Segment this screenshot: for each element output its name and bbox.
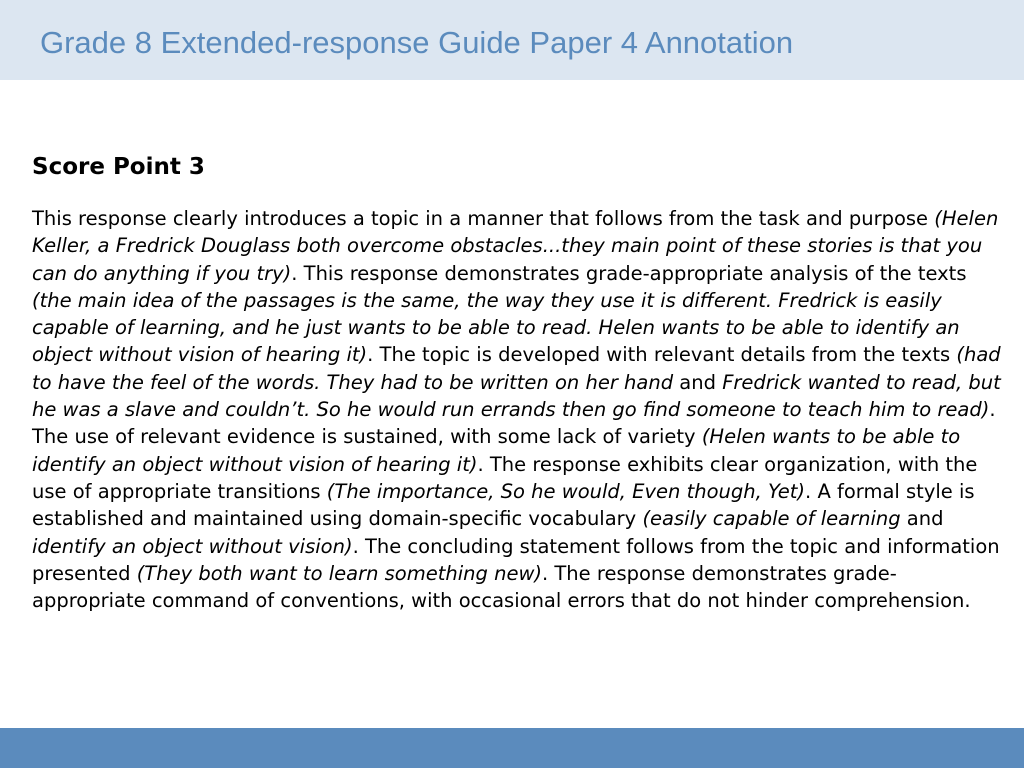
quoted-evidence: (Helen wants to be able to identify an object without vision of hearing it) <box>32 425 961 476</box>
annotation-paragraph <box>32 205 1002 614</box>
quoted-evidence: (the main idea of the passages is the same, the way they use it is different. Fredrick is easily capable of learning, and he just wants to be able to read. Helen wants to be able to identify an object without vision of hearing it) <box>32 288 960 367</box>
annotation-text: . A formal style is established and maintained using domain-specific vocabulary <box>32 479 975 531</box>
slide-title: Grade 8 Extended-response Guide Paper 4 Annotation <box>40 25 794 60</box>
quoted-evidence: identify an object without vision) <box>32 534 353 558</box>
footer-bar <box>0 728 1024 768</box>
quoted-evidence: (Helen Keller, a Fredrick Douglass both overcome obstacles...they main point of these stories is that you can do anything if you try) <box>32 207 999 285</box>
quoted-evidence: Fredrick wanted to read, but he was a slave and couldn’t. So he would run errands then go find someone to teach him to read) <box>32 370 1001 422</box>
quoted-evidence: (They both want to learn something new) <box>136 561 542 585</box>
quoted-evidence: (had to have the feel of the words. They had to be written on her hand <box>32 343 1001 394</box>
annotation-text: . The response demonstrates grade-appropriate command of conventions, with occasional errors that do not hinder comprehension. <box>32 561 971 613</box>
annotation-text: . The topic is developed with relevant details from the texts <box>367 343 957 367</box>
annotation-text: This response clearly introduces a topic in a manner that follows from the task and purpose <box>32 207 935 230</box>
quoted-evidence: (The importance, So he would, Even though, Yet) <box>326 479 806 503</box>
annotation-text: . This response demonstrates grade-appropriate analysis of the texts <box>291 261 967 285</box>
title-bar <box>0 0 1024 80</box>
annotation-text: and <box>900 507 944 531</box>
annotation-text: and <box>673 370 723 394</box>
annotation-text: . The use of relevant evidence is sustained, with some lack of variety <box>32 398 996 449</box>
quoted-evidence: (easily capable of learning <box>642 507 901 531</box>
score-point-heading: Score Point 3 <box>32 154 205 180</box>
annotation-text: . The response exhibits clear organization, with the use of appropriate transitions <box>32 452 978 503</box>
annotation-text: . The concluding statement follows from the topic and information presented <box>32 534 1000 585</box>
